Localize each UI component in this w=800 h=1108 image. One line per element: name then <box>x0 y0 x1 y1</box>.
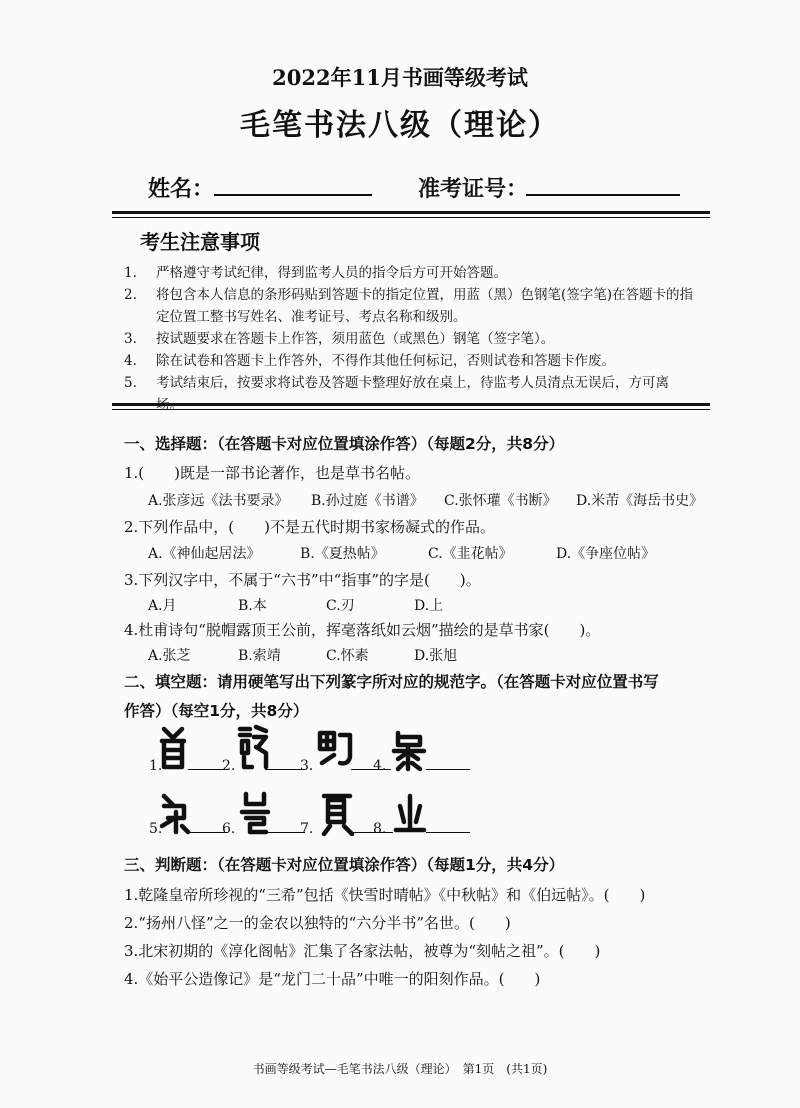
page-footer: 书画等级考试—毛笔书法八级（理论） 第1页 (共1页) <box>252 1062 548 1076</box>
question-3-stem: 3.下列汉字中，不属于“六书”中“指事”的字是( )。 <box>124 571 481 589</box>
notice-item-text: 除在试卷和答题卡上作答外，不得作其他任何标记，否则试卷和答题卡作废。 <box>156 353 615 369</box>
notice-item <box>124 262 694 284</box>
blank-number: 4. <box>373 758 387 774</box>
option-d: D.米芾《海岳书史》 <box>576 493 704 509</box>
divider <box>112 217 710 218</box>
name-label: 姓名： <box>148 177 215 202</box>
seal-char-3 <box>314 727 354 773</box>
divider <box>112 211 710 214</box>
notice-item-text: 按试题要求在答题卡上作答，须用蓝色（或黑色）钢笔（签字笔）。 <box>156 331 555 347</box>
blank-number: 8. <box>373 821 387 837</box>
question-1-stem: 1.( )既是一部书论著作，也是草书名帖。 <box>124 464 421 482</box>
notice-item-number: 5. <box>124 375 137 391</box>
seal-char-5 <box>158 790 192 840</box>
blank-number: 2. <box>222 758 236 774</box>
notice-item-text: 考试结束后，按要求将试卷及答题卡整理好放在桌上，待监考人员清点无误后，方可离 <box>156 375 669 391</box>
exam-id-label: 准考证号： <box>418 177 529 202</box>
option-d: D.上 <box>414 598 444 614</box>
seal-char-7 <box>318 790 358 840</box>
exam-title: 2022年11月书画等级考试 <box>272 65 528 90</box>
section1-title: 一、选择题：（在答题卡对应位置填涂作答）（每题2分，共8分） <box>124 435 565 453</box>
option-b: B.《夏热帖》 <box>300 546 385 562</box>
blank-number: 3. <box>300 758 314 774</box>
question-3-options <box>148 595 443 615</box>
notice-item-text: 严格遵守考试纪律，得到监考人员的指令后方可开始答题。 <box>156 265 507 281</box>
notice-item-number: 3. <box>124 331 137 347</box>
judgment-question-3: 3.北宋初期的《淳化阁帖》汇集了各家法帖，被尊为“刻帖之祖”。( ) <box>124 942 601 960</box>
option-b: B.索靖 <box>238 648 281 664</box>
section2-title: 二、填空题：请用硬笔写出下列篆字所对应的规范字。（在答题卡对应位置书写 <box>124 673 659 691</box>
option-a: A.《神仙起居法》 <box>148 546 261 562</box>
section3-title: 三、判断题：（在答题卡对应位置填涂作答）（每题1分，共4分） <box>124 856 565 874</box>
notice-item <box>124 328 694 350</box>
seal-char-2 <box>236 723 270 775</box>
option-b: B.孙过庭《书谱》 <box>311 493 424 509</box>
seal-char-1 <box>158 725 188 775</box>
section2-title-cont: 作答）（每空1分，共8分） <box>124 702 309 720</box>
subject-title: 毛笔书法八级（理论） <box>240 108 560 143</box>
option-c: C.怀素 <box>326 648 369 664</box>
name-field[interactable] <box>214 170 372 196</box>
notice-item-text: 将包含本人信息的条形码贴到答题卡的指定位置，用蓝（黑）色钢笔(签字笔)在答题卡的指定位置工整书写姓名、准考证号、考点名称和级别。 <box>156 287 694 325</box>
option-d: D.张旭 <box>414 648 458 664</box>
answer-line[interactable] <box>426 755 470 770</box>
notice-title: 考生注意事项 <box>140 230 260 254</box>
notice-item-number: 2. <box>124 287 137 303</box>
option-c: C.《韭花帖》 <box>428 546 513 562</box>
blank-number: 5. <box>149 821 163 837</box>
blank-number: 6. <box>222 821 236 837</box>
option-c: C.刃 <box>326 598 355 614</box>
option-b: B.本 <box>238 598 267 614</box>
question-4-stem: 4.杜甫诗句“脱帽露顶王公前，挥毫落纸如云烟”描绘的是草书家( )。 <box>124 621 601 639</box>
notice-item <box>124 284 694 328</box>
seal-char-6 <box>238 790 272 840</box>
notice-item <box>124 350 694 372</box>
option-d: D.《争座位帖》 <box>556 546 656 562</box>
notice-list <box>124 262 694 416</box>
divider <box>112 403 710 406</box>
blank-number: 7. <box>300 821 314 837</box>
option-a: A.张彦远《法书要录》 <box>148 493 289 509</box>
exam-id-field[interactable] <box>526 170 680 196</box>
divider <box>112 409 710 410</box>
question-4-options <box>148 645 457 665</box>
blank-number: 1. <box>149 758 163 774</box>
seal-char-4 <box>390 729 428 777</box>
judgment-question-2: 2.“扬州八怪”之一的金农以独特的“六分半书”名世。( ) <box>124 914 511 932</box>
judgment-question-4: 4.《始平公造像记》是“龙门二十品”中唯一的阳刻作品。( ) <box>124 970 541 988</box>
question-2-stem: 2.下列作品中，( )不是五代时期书家杨凝式的作品。 <box>124 518 496 536</box>
option-c: C.张怀瓘《书断》 <box>444 493 557 509</box>
option-a: A.张芝 <box>148 648 191 664</box>
answer-line[interactable] <box>426 818 470 833</box>
option-a: A.月 <box>148 598 177 614</box>
seal-char-8 <box>392 792 428 840</box>
judgment-question-1: 1.乾隆皇帝所珍视的“三希”包括《快雪时晴帖》《中秋帖》和《伯远帖》。( ) <box>124 886 646 904</box>
notice-item-number: 4. <box>124 353 137 369</box>
question-2-options <box>148 543 655 563</box>
question-1-options <box>148 490 703 510</box>
notice-item-number: 1. <box>124 265 137 281</box>
